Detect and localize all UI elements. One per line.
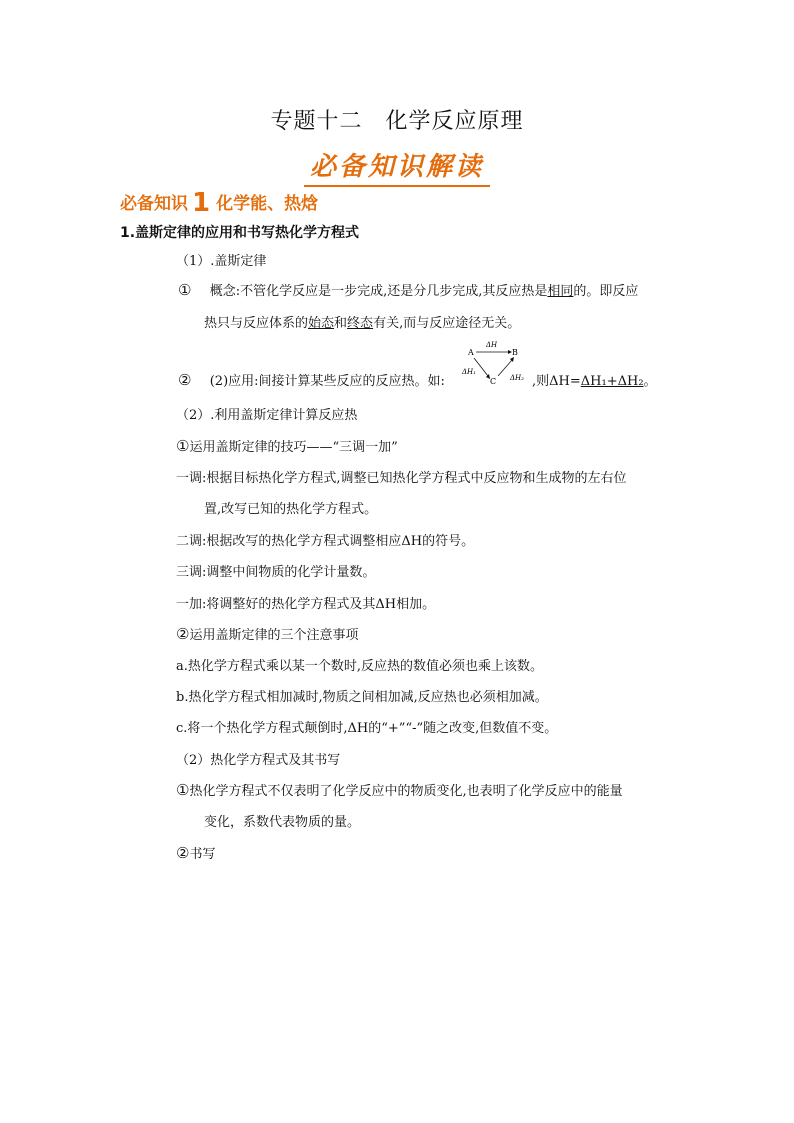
banner-text: 必备知识解读 [304, 146, 490, 187]
thermo-marker: ① [176, 781, 190, 799]
writing-marker: ② [176, 844, 190, 862]
knowledge-prefix: 必备知识 [120, 194, 188, 214]
knowledge-name: 化学能、热焓 [216, 194, 319, 214]
application-text: (2)应用:间接计算某些反应的反应热。如: [209, 374, 445, 389]
skill-marker: ① [176, 437, 190, 455]
diagram-arrow-ac [474, 358, 488, 376]
diagram-label-dh2: ΔH₂ [510, 374, 524, 382]
concept-underline-initial: 始态 [308, 316, 335, 331]
application-line [178, 370, 445, 389]
diagram-label-a: A [468, 348, 474, 357]
concept-line-1 [178, 280, 638, 299]
diagram-label-c: C [490, 377, 497, 386]
skill-text: 运用盖斯定律的技巧——“三调一加” [189, 440, 398, 455]
diagram-label-dh1: ΔH₁ [462, 368, 476, 376]
step-line: 置,改写已知的热化学方程式。 [204, 502, 378, 517]
thermo-line-2: 变化，系数代表物质的量。 [204, 815, 361, 830]
notes-marker: ② [176, 625, 190, 643]
application-result [532, 370, 657, 389]
result-text: 。 [643, 374, 657, 389]
thermo-text: 热化学方程式不仅表明了化学反应中的物质变化,也表明了化学反应中的能量 [189, 784, 623, 799]
hess-heading: （1）.盖斯定律 [176, 254, 267, 269]
subsection-title: 1.盖斯定律的应用和书写热化学方程式 [120, 225, 360, 241]
result-formula: ΔH₁+ΔH₂ [580, 374, 644, 389]
thermo-line-1 [176, 780, 623, 799]
concept-text: 和 [334, 316, 348, 331]
result-text: ,则ΔH= [532, 374, 581, 389]
section-banner [0, 146, 794, 187]
concept-underline-final: 终态 [347, 316, 374, 331]
concept-text: 不管化学反应是一步完成,还是分几步完成,其反应热是 [240, 284, 548, 299]
concept-text: 有关,而与反应途径无关。 [373, 316, 521, 331]
thermo-heading: （2）热化学方程式及其书写 [176, 753, 341, 768]
step-line: 三调:调整中间物质的化学计量数。 [176, 565, 376, 580]
hess-cycle-diagram [462, 340, 532, 390]
knowledge-heading [120, 188, 318, 218]
notes-title-text: 运用盖斯定律的三个注意事项 [189, 628, 359, 643]
diagram-label-b: B [512, 348, 518, 357]
concept-marker: ① [178, 281, 192, 299]
calc-heading: （2）.利用盖斯定律计算反应热 [176, 408, 358, 423]
concept-text: 的。即反应 [573, 284, 639, 299]
step-line: 二调:根据改写的热化学方程式调整相应ΔH的符号。 [176, 534, 475, 549]
page-title: 专题十二 化学反应原理 [270, 109, 524, 134]
knowledge-number: 1 [192, 188, 211, 218]
concept-text: 热只与反应体系的 [204, 316, 309, 331]
concept-label: 概念: [209, 284, 241, 299]
note-line: c.将一个热化学方程式颠倒时,ΔH的“+”“-”随之改变,但数值不变。 [176, 721, 558, 736]
application-marker: ② [178, 371, 192, 389]
skill-line [176, 436, 398, 455]
writing-text: 书写 [189, 847, 216, 862]
notes-title [176, 624, 358, 643]
step-line: 一调:根据目标热化学方程式,调整已知热化学方程式中反应物和生成物的左右位 [176, 471, 627, 486]
note-line: a.热化学方程式乘以某一个数时,反应热的数值必须也乘上该数。 [176, 659, 544, 674]
note-line: b.热化学方程式相加减时,物质之间相加减,反应热也必须相加减。 [176, 690, 548, 705]
step-line: 一加:将调整好的热化学方程式及其ΔH相加。 [176, 597, 436, 612]
concept-underline-same: 相同 [547, 284, 574, 299]
concept-line-2 [204, 312, 520, 331]
writing-line [176, 843, 215, 862]
diagram-label-dh: ΔH [486, 341, 498, 349]
